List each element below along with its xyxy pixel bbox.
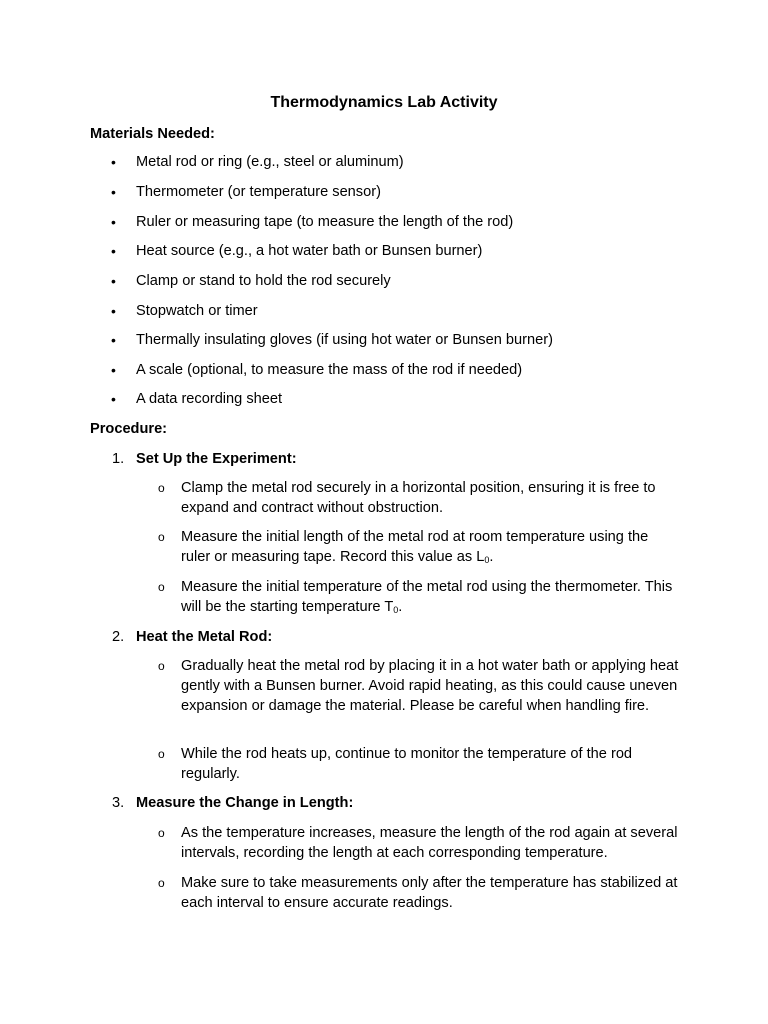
circle-bullet-icon: o bbox=[158, 580, 165, 594]
material-text: A data recording sheet bbox=[136, 391, 283, 407]
bullet-icon: • bbox=[111, 303, 116, 319]
material-text: Thermally insulating gloves (if using hot water or Bunsen burner) bbox=[136, 332, 553, 348]
circle-bullet-icon: o bbox=[158, 826, 165, 840]
material-text: Stopwatch or timer bbox=[136, 303, 258, 319]
circle-bullet-icon: o bbox=[158, 481, 165, 495]
bullet-icon: • bbox=[111, 184, 116, 200]
procedure-heading: Procedure: bbox=[90, 421, 168, 437]
step-title: Measure the Change in Length: bbox=[136, 795, 354, 811]
circle-bullet-icon: o bbox=[158, 876, 165, 890]
material-text: Ruler or measuring tape (to measure the length of the rod) bbox=[136, 214, 514, 230]
bullet-icon: • bbox=[111, 154, 116, 170]
bullet-icon: • bbox=[111, 391, 116, 407]
step-item-text: As the temperature increases, measure the length of the rod again at several intervals, recording the length at each corresponding temperature. bbox=[181, 825, 678, 861]
material-text: Thermometer (or temperature sensor) bbox=[136, 184, 381, 200]
material-text: Clamp or stand to hold the rod securely bbox=[136, 273, 391, 289]
step-title: Heat the Metal Rod: bbox=[136, 629, 273, 645]
material-text: Heat source (e.g., a hot water bath or Bunsen burner) bbox=[136, 243, 483, 259]
material-text: Metal rod or ring (e.g., steel or aluminum) bbox=[136, 154, 404, 170]
step-item-text: Clamp the metal rod securely in a horizontal position, ensuring it is free to expand and contract without obstruction. bbox=[181, 480, 656, 516]
step-number: 1. bbox=[112, 451, 125, 467]
step-number: 2. bbox=[112, 629, 125, 645]
step-item-text: Measure the initial length of the metal rod at room temperature using the ruler or measuring tape. Record this value as $L_0$. bbox=[181, 529, 649, 565]
subscript: 0 bbox=[484, 555, 490, 565]
step-item-text: While the rod heats up, continue to monitor the temperature of the rod regularly. bbox=[181, 746, 633, 782]
bullet-icon: • bbox=[111, 214, 116, 230]
bullet-icon: • bbox=[111, 362, 116, 378]
circle-bullet-icon: o bbox=[158, 530, 165, 544]
step-item-text: Measure the initial temperature of the metal rod using the thermometer. This will be the starting temperature $T_0$. bbox=[181, 579, 673, 615]
page-title: Thermodynamics Lab Activity bbox=[270, 94, 498, 111]
circle-bullet-icon: o bbox=[158, 659, 165, 673]
material-text: A scale (optional, to measure the mass of the rod if needed) bbox=[136, 362, 523, 378]
step-item-text: Gradually heat the metal rod by placing it in a hot water bath or applying heat gently with a Bunsen burner. Avoid rapid heating, as this could cause uneven expansion or damage the material. Please be careful when handling fire. bbox=[181, 658, 679, 714]
circle-bullet-icon: o bbox=[158, 747, 165, 761]
materials-heading: Materials Needed: bbox=[90, 126, 215, 142]
bullet-icon: • bbox=[111, 332, 116, 348]
subscript: 0 bbox=[393, 605, 399, 615]
step-title: Set Up the Experiment: bbox=[136, 451, 297, 467]
step-item-text: Make sure to take measurements only after the temperature has stabilized at each interval to ensure accurate readings. bbox=[181, 875, 678, 911]
step-number: 3. bbox=[112, 795, 125, 811]
bullet-icon: • bbox=[111, 273, 116, 289]
bullet-icon: • bbox=[111, 243, 116, 259]
